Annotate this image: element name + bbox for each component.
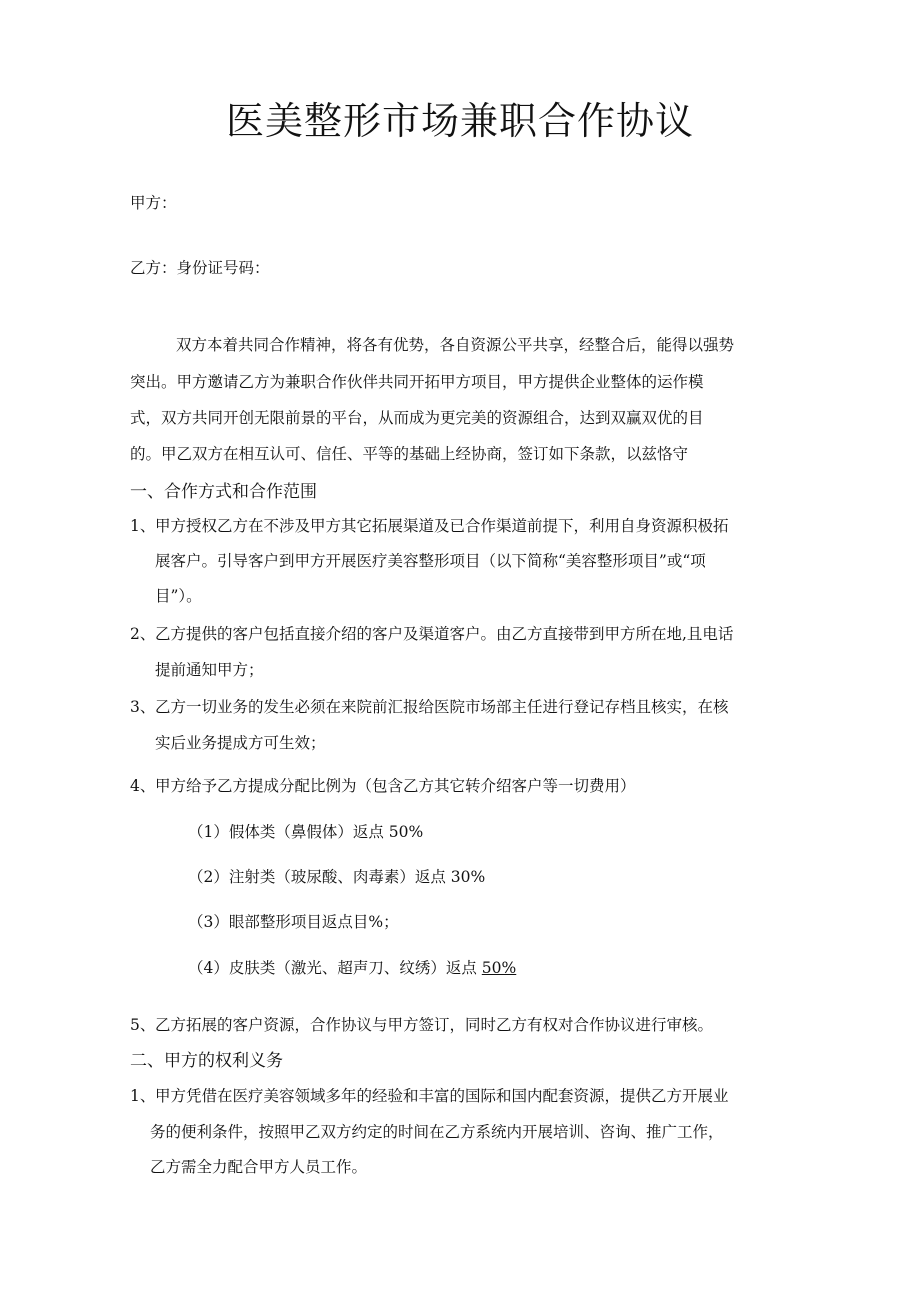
commission-item: （3）眼部整形项目返点目%； (188, 913, 399, 931)
commission-item: （2）注射类（玻尿酸、肉毒素）返点 30% (188, 868, 486, 886)
commission-item: （1）假体类（鼻假体）返点 50% (188, 823, 424, 841)
item-line: 乙方提供的客户包括直接介绍的客户及渠道客户。由乙方直接带到甲方所在地,且电话 (155, 625, 734, 643)
item-number: 4、 (130, 777, 156, 795)
document-title: 医美整形市场兼职合作协议 (225, 99, 694, 143)
item-line: 甲方授权乙方在不涉及甲方其它拓展渠道及已合作渠道前提下，利用自身资源积极拓 (155, 517, 729, 535)
item-number: 2、 (130, 625, 156, 643)
item-line: 展客户。引导客户到甲方开展医疗美容整形项目（以下简称“美容整形项目”或“项 (155, 552, 706, 570)
item-line: 甲方给予乙方提成分配比例为（包含乙方其它转介绍客户等一切费用） (155, 777, 636, 795)
item-line: 乙方一切业务的发生必须在来院前汇报给医院市场部主任进行登记存档且核实，在核 (155, 698, 729, 716)
item-number: 1、 (130, 517, 156, 535)
item-line: 乙方拓展的客户资源，合作协议与甲方签订，同时乙方有权对合作协议进行审核。 (155, 1016, 714, 1034)
party-a-label: 甲方： (130, 194, 177, 212)
item-line: 目”）。 (155, 587, 202, 605)
item-line: 乙方需全力配合甲方人员工作。 (150, 1158, 368, 1176)
party-b-label: 乙方：身份证号码： (130, 259, 270, 277)
item-line: 甲方凭借在医疗美容领域多年的经验和丰富的国际和国内配套资源，提供乙方开展业 (155, 1087, 729, 1105)
section-heading-2: 二、甲方的权利义务 (130, 1051, 283, 1071)
intro-line: 突出。甲方邀请乙方为兼职合作伙伴共同开拓甲方项目，甲方提供企业整体的运作模 (130, 373, 704, 391)
commission-item-label: （4）皮肤类（激光、超声刀、纹绣）返点 (188, 959, 482, 977)
commission-item (188, 956, 516, 978)
intro-line: 双方本着共同合作精神，将各有优势，各自资源公平共享，经整合后，能得以强势 (176, 336, 735, 354)
item-number: 3、 (130, 698, 156, 716)
intro-line: 的。甲乙双方在相互认可、信任、平等的基础上经协商，签订如下条款，以兹恪守 (130, 445, 689, 463)
intro-line: 式，双方共同开创无限前景的平台，从而成为更完美的资源组合，达到双赢双优的目 (130, 409, 704, 427)
item-line: 务的便利条件，按照甲乙双方约定的时间在乙方系统内开展培训、咨询、推广工作， (150, 1123, 724, 1141)
item-number: 1、 (130, 1087, 156, 1105)
commission-rate-underlined: 50% (481, 959, 517, 977)
item-line: 实后业务提成方可生效； (155, 734, 326, 752)
section-heading-1: 一、合作方式和合作范围 (130, 482, 317, 502)
item-line: 提前通知甲方； (155, 661, 264, 679)
item-number: 5、 (130, 1016, 156, 1034)
